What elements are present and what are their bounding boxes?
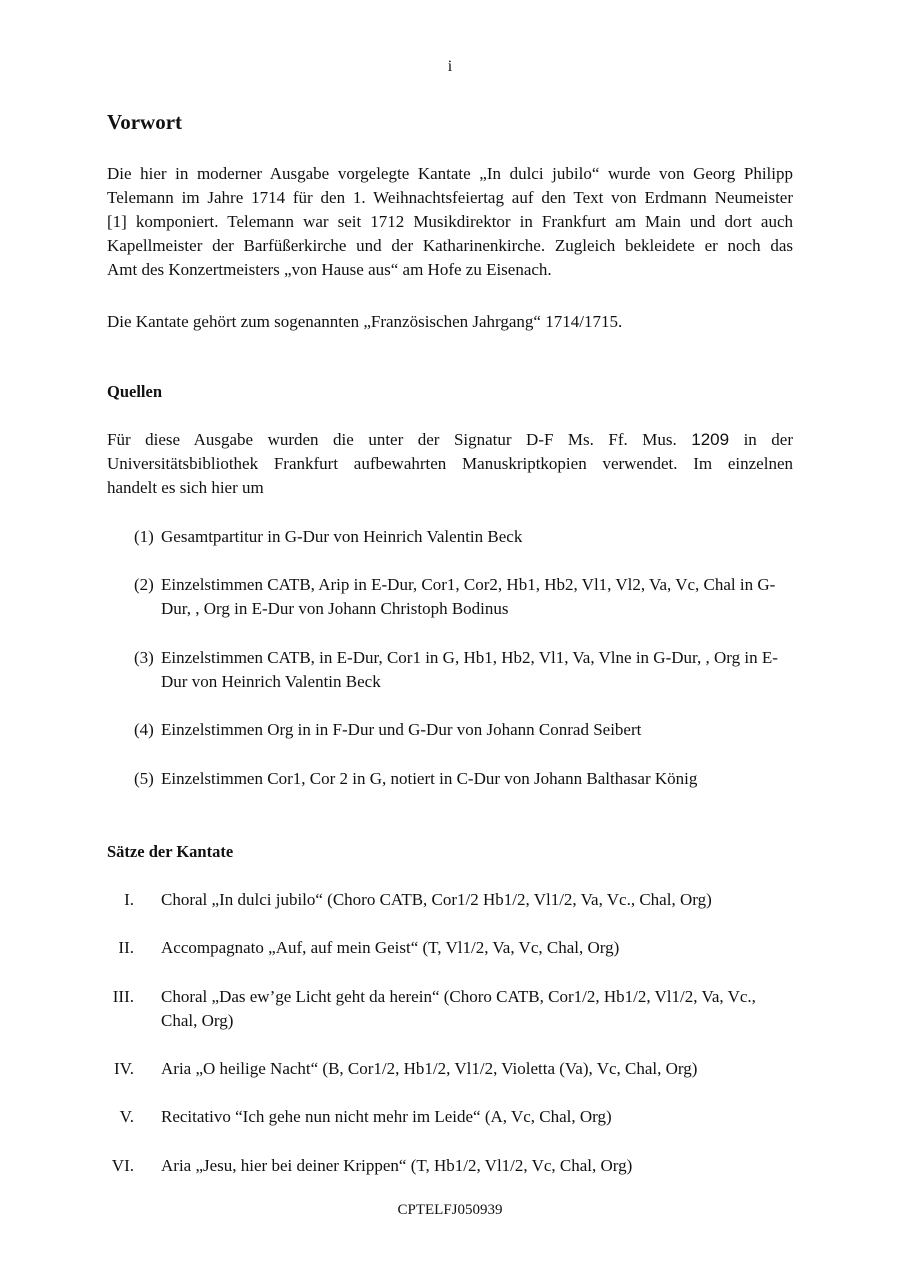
source-item-number: (1) [134, 527, 154, 546]
source-item-number: (4) [134, 720, 154, 739]
intro-line: Kapellmeister der Barfüßerkirche und der Katharinenkirche. Zugleich bekleidete er noch das [107, 236, 793, 255]
movement-number: I. [124, 890, 134, 909]
catalog-number: CPTELFJ050939 [397, 1202, 503, 1218]
movement-number: III. [112, 987, 134, 1006]
movement-text: Aria „O heilige Nacht“ (B, Cor1/2, Hb1/2, Vl1/2, Violetta (Va), Vc, Chal, Org) [161, 1059, 698, 1078]
source-item [107, 573, 793, 621]
quellen-paragraph [107, 428, 793, 500]
source-item-number: (5) [134, 769, 154, 788]
movement-item [107, 1057, 793, 1081]
quellen-line-1 [107, 428, 793, 452]
movement-text: Accompagnato „Auf, auf mein Geist“ (T, Vl1/2, Va, Vc, Chal, Org) [161, 938, 620, 957]
source-item-text: Gesamtpartitur in G-Dur von Heinrich Valentin Beck [161, 527, 523, 546]
quellen-line-3: handelt es sich hier um [107, 478, 264, 497]
movement-item [107, 985, 793, 1033]
source-item-text: Einzelstimmen CATB, Arip in E-Dur, Cor1, Cor2, Hb1, Hb2, Vl1, Vl2, Va, Vc, Chal in G-Dur, , Org in E-Dur von Johann Christoph Bodinus [161, 575, 776, 618]
movement-text: Choral „In dulci jubilo“ (Choro CATB, Cor1/2 Hb1/2, Vl1/2, Va, Vc., Chal, Org) [161, 890, 712, 909]
quellen-line-1-before: Für diese Ausgabe wurden die unter der Signatur D-F Ms. Ff. Mus. [107, 430, 677, 449]
quellen-heading: Quellen [107, 382, 163, 401]
page-number: i [447, 58, 453, 75]
source-item [107, 525, 793, 549]
quellen-line-2: Universitätsbibliothek Frankfurt aufbewahrten Manuskriptkopien verwendet. Im einzelnen [107, 454, 793, 473]
intro-line: Die hier in moderner Ausgabe vorgelegte Kantate „In dulci jubilo“ wurde von Georg Philipp [107, 164, 793, 183]
movement-number: IV. [114, 1059, 134, 1078]
source-item-text: Einzelstimmen Org in in F-Dur und G-Dur von Johann Conrad Seibert [161, 720, 642, 739]
source-item-text: Einzelstimmen CATB, in E-Dur, Cor1 in G, Hb1, Hb2, Vl1, Va, Vlne in G-Dur, , Org in E-Dur von Heinrich Valentin Beck [161, 648, 778, 691]
intro-line: Telemann im Jahre 1714 für den 1. Weihnachtsfeiertag auf den Text von Erdmann Neumeister [107, 188, 793, 207]
source-item [107, 718, 793, 742]
intro-paragraph [107, 162, 793, 282]
movement-text: Choral „Das ew’ge Licht geht da herein“ (Choro CATB, Cor1/2, Hb1/2, Vl1/2, Va, Vc., Chal, Org) [161, 987, 756, 1030]
movement-item [107, 936, 793, 960]
movement-number: V. [119, 1107, 134, 1126]
source-item-text: Einzelstimmen Cor1, Cor 2 in G, notiert in C-Dur von Johann Balthasar König [161, 769, 698, 788]
intro-line: Amt des Konzertmeisters „von Hause aus“ am Hofe zu Eisenach. [107, 260, 552, 279]
movement-text: Recitativo “Ich gehe nun nicht mehr im Leide“ (A, Vc, Chal, Org) [161, 1107, 612, 1126]
source-item [107, 646, 793, 694]
intro-line: [1] komponiert. Telemann war seit 1712 Musikdirektor in Frankfurt am Main und dort auch [107, 212, 793, 231]
movement-number: VI. [111, 1156, 134, 1175]
source-item-number: (2) [134, 575, 154, 594]
movement-item [107, 1105, 793, 1129]
signature-number: 1209 [691, 430, 730, 449]
page-title: Vorwort [107, 110, 183, 134]
quellen-line-1-after: in der [743, 430, 794, 449]
movement-item [107, 888, 793, 912]
jahrgang-paragraph: Die Kantate gehört zum sogenannten „Französischen Jahrgang“ 1714/1715. [107, 312, 623, 331]
source-item [107, 767, 793, 791]
movement-number: II. [118, 938, 134, 957]
saetze-heading: Sätze der Kantate [107, 842, 234, 861]
movement-text: Aria „Jesu, hier bei deiner Krippen“ (T, Hb1/2, Vl1/2, Vc, Chal, Org) [161, 1156, 633, 1175]
source-item-number: (3) [134, 648, 154, 667]
movement-item [107, 1154, 793, 1178]
